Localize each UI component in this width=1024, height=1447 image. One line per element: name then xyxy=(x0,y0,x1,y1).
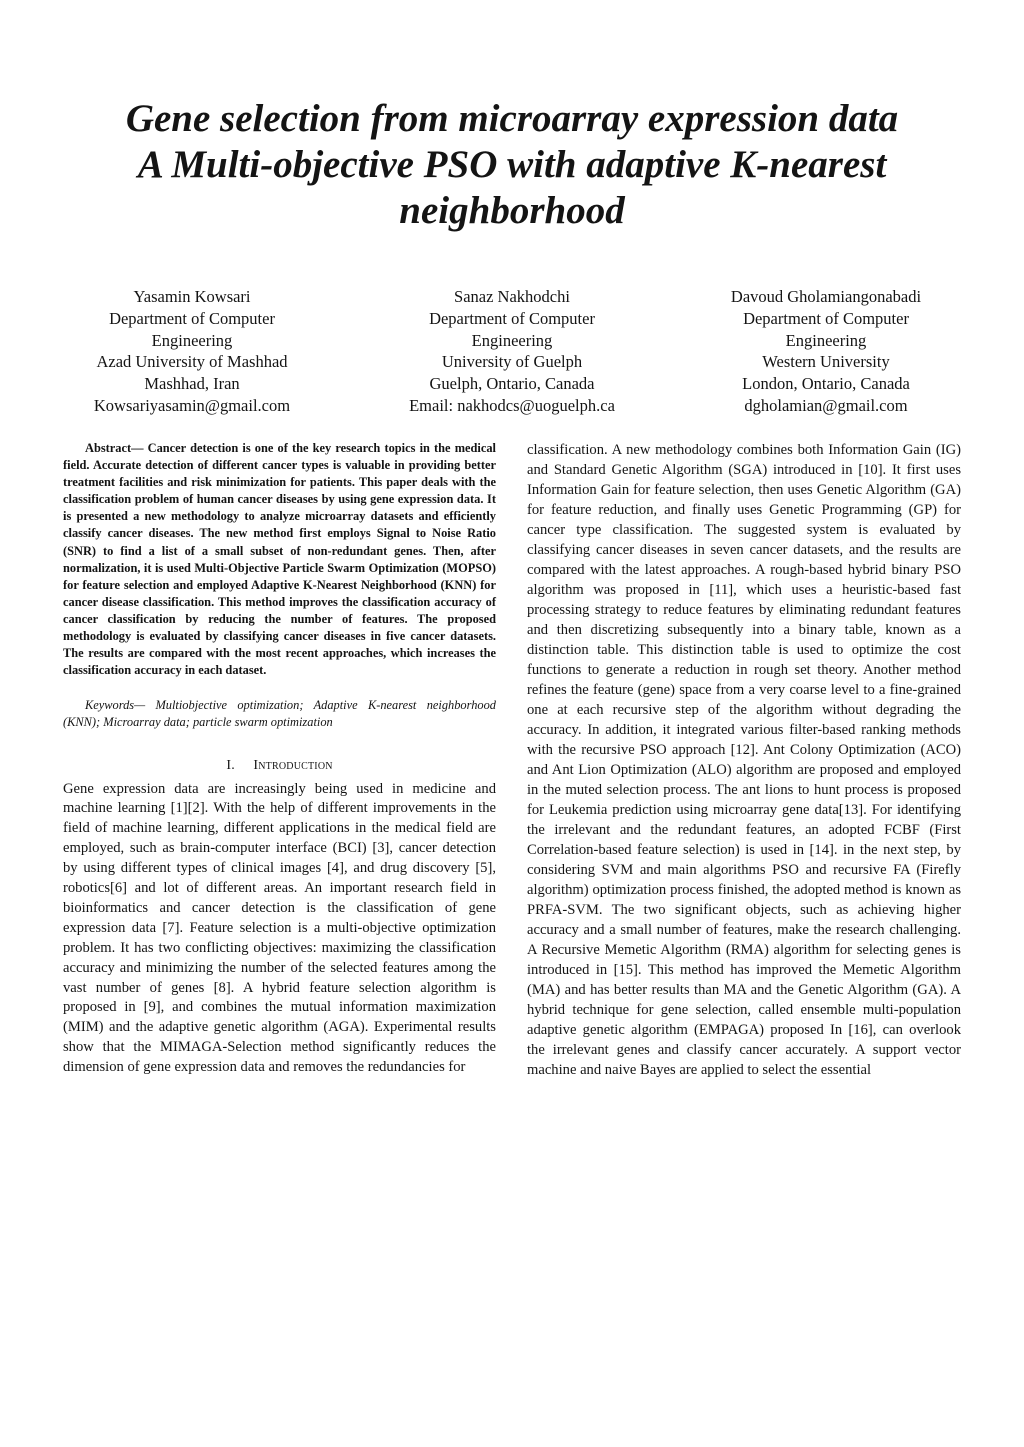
author-email: Email: nakhodcs@uoguelph.ca xyxy=(409,395,615,415)
right-column xyxy=(527,440,961,1080)
keywords: Keywords— Multiobjective optimization; Adaptive K-nearest neighborhood (KNN); Microarray data; particle swarm optimization xyxy=(63,698,496,730)
author-department: Engineering xyxy=(471,330,553,350)
author-name: Sanaz Nakhodchi xyxy=(454,287,570,306)
section-number: I. xyxy=(226,757,235,773)
author-block-1 xyxy=(42,286,342,417)
introduction-text-left: Gene expression data are increasingly being used in medicine and machine learning [1][2]. With the help of different improvements in the field of machine learning, different applications in the medical field are employed, such as brain-computer interface (BCI) [3], cancer detection by using different types of clinical images [4], and drug discovery [5], robotics[6] and lot of different areas. An important research field in bioinformatics and cancer detection is the classification of gene expression data [7]. Feature selection is a multi-objective optimization problem. It has two conflicting objectives: maximizing the classification accuracy and minimizing the number of the selected features among the vast number of genes [8]. A hybrid feature selection algorithm is proposed in [9], and combines the mutual information maximization (MIM) and the adaptive genetic algorithm (AGA). Experimental results show that the MIMAGA-Selection method significantly reduces the dimension of gene expression data and removes the redundancies for xyxy=(63,780,496,1076)
author-department: Department of Computer xyxy=(743,308,909,328)
abstract xyxy=(63,440,496,679)
introduction-text-right: classification. A new methodology combines both Information Gain (IG) and Standard Genetic Algorithm (SGA) introduced in [10]. It first uses Information Gain for feature selection, then uses Genetic Algorithm (GA) for feature reduction, and finally uses Genetic Programming (GP) for cancer type classification. The suggested system is evaluated by classifying cancer diseases in seven cancer datasets, and the results are compared with the latest approaches. A rough-based hybrid binary PSO algorithm was proposed in [11], which uses a heuristic-based fast processing strategy to reduce features by eliminating redundant features and then discretizing subsequently into a binary table, known as a distinction table. This distinction table is used to optimize the cost functions to generate a reduction in rough set theory. Another method refines the feature (gene) space from a very coarse level to a fine-grained one at each recursive step of the algorithm without degrading the accuracy. In addition, it integrated various filter-based ranking methods with the recursive PSO approach [12]. Ant Colony Optimization (ACO) and Ant Lion Optimization (ALO) algorithm are proposed and employed in the muted selection process. The ant lions to hunt process is proposed for Leukemia prediction using microarray gene data[13]. For identifying the irrelevant and the redundant features, an adopted FCBF (First Correlation-based feature selection) is used in [14]. in the next step, by considering SVM and main algorithms PSO and recursive FA (Firefly algorithm) optimization process finished, the adopted method is known as PRFA-SVM. The two significant objects, such as achieving higher accuracy and a small number of features, make the research challenging. A Recursive Memetic Algorithm (RMA) algorithm for selecting genes is introduced in [15]. This method has improved the Memetic Algorithm (MA) and has better results than MA and the Genetic Algorithm (GA). A hybrid technique for gene selection, called ensemble multi-population adaptive genetic algorithm (EMPAGA) proposed In [16], can overlook the irrelevant genes and classify cancer accurately. A support vector machine and naive Bayes are applied to select the essential xyxy=(527,442,961,1078)
author-institution: Azad University of Mashhad xyxy=(96,352,288,372)
author-block-3 xyxy=(676,286,976,417)
author-institution: Western University xyxy=(762,352,890,372)
title-line: A Multi-objective PSO with adaptive K-nearest xyxy=(137,143,887,186)
author-name: Yasamin Kowsari xyxy=(133,287,251,306)
abstract-text: Abstract— Cancer detection is one of the key research topics in the medical field. Accurate detection of different cancer types is valuable in providing better treatment facilities and risk minimization for patients. This paper deals with the classification problem of human cancer diseases by using gene expression data. It is presented a new methodology to analyze microarray datasets and efficiently classify cancer diseases. The new method first employs Signal to Noise Ratio (SNR) to find a list of a small subset of non-redundant genes. Then, after normalization, it is used Multi-Objective Particle Swarm Optimization (MOPSO) for feature selection and employed Adaptive K-Nearest Neighborhood (KNN) for cancer disease classification. This method improves the classification accuracy of cancer classification by reducing the number of features. The proposed methodology is evaluated by classifying cancer diseases in five cancer datasets. The results are compared with the most recent approaches, which increases the classification accuracy in each dataset. xyxy=(63,441,496,678)
title-line: neighborhood xyxy=(399,189,625,232)
author-institution: University of Guelph xyxy=(441,352,583,372)
section-title: Introduction xyxy=(253,757,333,773)
author-department: Engineering xyxy=(785,330,867,350)
author-location: Guelph, Ontario, Canada xyxy=(429,374,595,394)
title-line: Gene selection from microarray expression data xyxy=(125,97,899,140)
author-department: Department of Computer xyxy=(109,308,275,328)
author-department: Department of Computer xyxy=(429,308,595,328)
section-heading-introduction xyxy=(63,758,496,774)
author-block-2 xyxy=(362,286,662,417)
paper-title xyxy=(60,96,964,234)
left-column xyxy=(63,440,496,1078)
author-location: London, Ontario, Canada xyxy=(742,374,910,394)
author-location: Mashhad, Iran xyxy=(144,374,240,394)
author-name: Davoud Gholamiangonabadi xyxy=(730,287,922,306)
author-email: Kowsariyasamin@gmail.com xyxy=(93,395,291,415)
author-department: Engineering xyxy=(151,330,233,350)
author-email: dgholamian@gmail.com xyxy=(744,395,908,415)
